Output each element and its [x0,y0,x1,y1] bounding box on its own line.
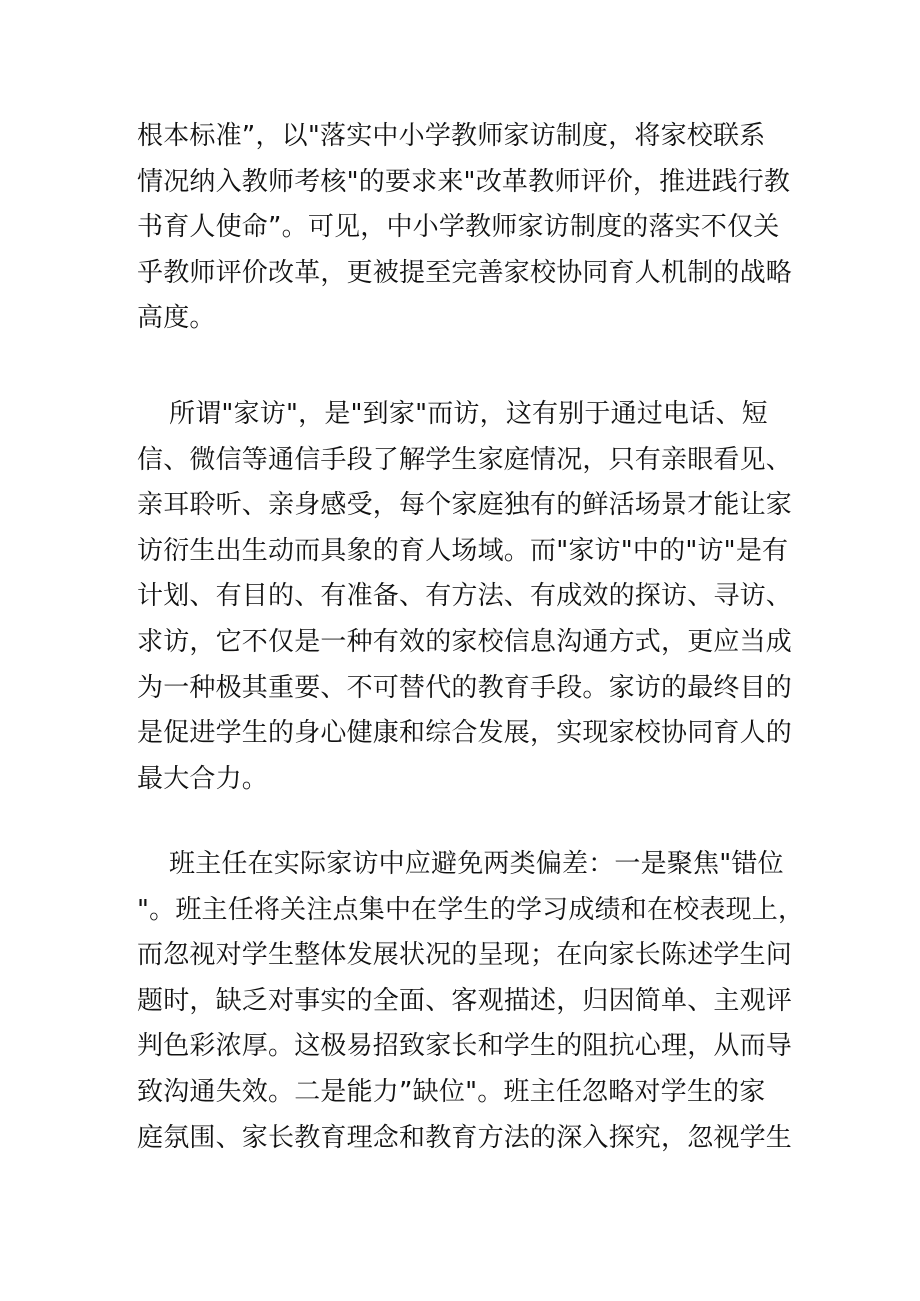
text-line: 班主任在实际家访中应避免两类偏差：一是聚焦"错位 [169,849,784,879]
text-line: 高度。 [137,303,216,334]
text-line: 计划、有目的、有准备、有方法、有成效的探访、寻访、 [137,581,793,612]
text-line: 最大合力。 [137,763,269,794]
paragraph-2 [137,392,817,802]
text-line: 是促进学生的身心健康和综合发展，实现家校协同育人的 [137,718,793,749]
text-line: 庭氛围、家长教育理念和教育方法的深入探究，忽视学生 [137,1122,793,1153]
paragraph-1 [137,114,817,342]
text-line: 乎教师评价改革，更被提至完善家校协同育人机制的战略 [137,257,793,288]
text-line: 情况纳入教师考核"的要求来"改革教师评价，推进践行教 [137,166,791,197]
text-line: 为一种极其重要、不可替代的教育手段。家访的最终目的 [137,672,793,703]
text-line: 所谓"家访"，是"到家"而访，这有别于通过电话、短 [169,399,768,429]
text-line: 题时，缺乏对事实的全面、客观描述，归因简单、主观评 [137,985,793,1016]
text-line: 根本标准”，以"落实中小学教师家访制度，将家校联系 [137,121,766,151]
text-line: "。班主任将关注点集中在学生的学习成绩和在校表现上， [137,894,805,925]
text-line: 书育人使命”。可见，中小学教师家访制度的落实不仅关 [137,212,780,243]
text-line: 判色彩浓厚。这极易招致家长和学生的阻抗心理，从而导 [137,1031,793,1062]
text-line: 访衍生出生动而具象的育人场域。而"家访"中的"访"是有 [137,535,789,566]
paragraph-3 [137,842,817,1161]
text-line: 而忽视对学生整体发展状况的呈现；在向家长陈述学生问 [137,940,793,971]
text-line: 亲耳聆听、亲身感受，每个家庭独有的鲜活场景才能让家 [137,490,793,521]
text-line: 致沟通失效。二是能力”缺位"。班主任忽略对学生的家 [137,1076,766,1107]
text-line: 求访，它不仅是一种有效的家校信息沟通方式，更应当成 [137,626,793,657]
text-line: 信、微信等通信手段了解学生家庭情况，只有亲眼看见、 [137,444,793,475]
